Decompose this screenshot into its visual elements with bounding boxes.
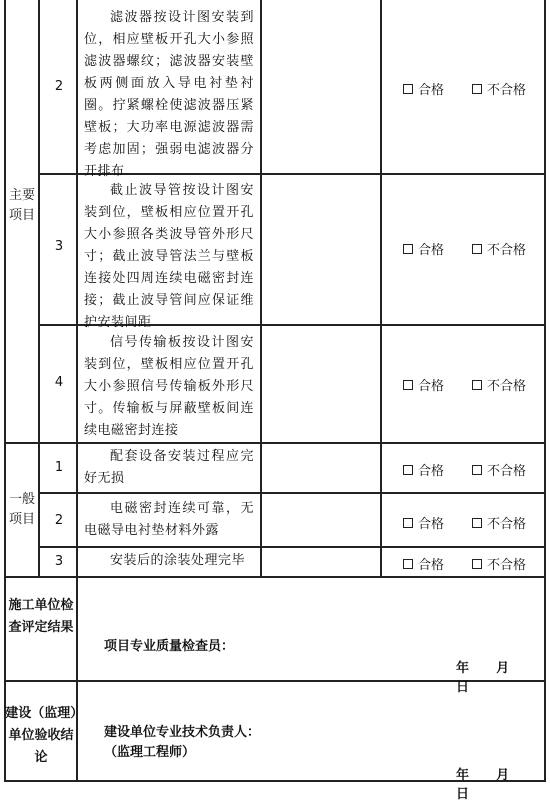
pass-label: 合格 xyxy=(418,243,445,258)
check-row-general-2 xyxy=(403,513,526,532)
main-items-category: 主要项目 xyxy=(8,188,35,223)
pass-label: 合格 xyxy=(418,517,445,532)
item-requirement: 安装后的涂装处理完毕 xyxy=(110,553,246,568)
fail-checkbox[interactable] xyxy=(472,84,482,94)
supervision-label: 建设（监理）单位验收结论 xyxy=(5,706,77,765)
item-number: 4 xyxy=(54,375,64,390)
pass-label: 合格 xyxy=(418,379,445,394)
supervision-date: 年 月 日 xyxy=(456,768,510,802)
check-row-general-3 xyxy=(403,554,526,573)
construction-label: 施工单位检查评定结果 xyxy=(8,598,74,635)
fail-checkbox[interactable] xyxy=(472,559,482,569)
construction-signer: 项目专业质量检查员： xyxy=(104,639,235,654)
fail-label: 不合格 xyxy=(487,517,527,532)
item-number: 3 xyxy=(54,554,64,569)
item-requirement: 截止波导管按设计图安装到位，壁板相应位置开孔大小参照各类波导管外形尺寸；截止波导管法兰与壁板连接处四周连续电磁密封连接；截止波导管间应保证维护安装间距 xyxy=(84,183,254,330)
fail-checkbox[interactable] xyxy=(472,380,482,390)
pass-checkbox[interactable] xyxy=(403,559,413,569)
check-row-general-1 xyxy=(403,460,526,479)
fail-checkbox[interactable] xyxy=(472,465,482,475)
item-number: 2 xyxy=(54,79,64,94)
check-row-main-3 xyxy=(403,239,526,258)
general-items-category: 一般项目 xyxy=(8,492,35,527)
fail-label: 不合格 xyxy=(487,464,527,479)
fail-label: 不合格 xyxy=(487,83,527,98)
supervision-signer-2: （监理工程师） xyxy=(104,745,196,760)
item-number: 3 xyxy=(54,239,64,254)
supervision-signer: 建设单位专业技术负责人： xyxy=(104,725,261,740)
item-number: 1 xyxy=(54,460,64,475)
pass-checkbox[interactable] xyxy=(403,380,413,390)
pass-label: 合格 xyxy=(418,558,445,573)
fail-label: 不合格 xyxy=(487,243,527,258)
pass-checkbox[interactable] xyxy=(403,518,413,528)
fail-label: 不合格 xyxy=(487,558,527,573)
item-number: 2 xyxy=(54,513,64,528)
pass-checkbox[interactable] xyxy=(403,244,413,254)
fail-checkbox[interactable] xyxy=(472,244,482,254)
inspection-table xyxy=(4,0,546,802)
pass-label: 合格 xyxy=(418,464,445,479)
check-row-main-2 xyxy=(403,79,526,98)
construction-date: 年 月 日 xyxy=(456,661,510,695)
item-requirement: 配套设备安装过程应完好无损 xyxy=(84,449,254,486)
pass-checkbox[interactable] xyxy=(403,465,413,475)
item-requirement: 滤波器按设计图安装到位，相应壁板开孔大小参照滤波器螺纹；滤波器安装壁板两侧面放入导电衬垫衬圈。拧紧螺栓使滤波器压紧壁板；大功率电源滤波器需考虑加固；强弱电滤波器分开排布 xyxy=(84,10,254,179)
fail-label: 不合格 xyxy=(487,379,527,394)
pass-label: 合格 xyxy=(418,83,445,98)
item-requirement: 信号传输板按设计图安装到位，壁板相应位置开孔大小参照信号传输板外形尺寸。传输板与屏蔽壁板间连续电磁密封连接 xyxy=(84,335,254,438)
fail-checkbox[interactable] xyxy=(472,518,482,528)
item-requirement: 电磁密封连续可靠，无电磁导电衬垫材料外露 xyxy=(84,501,254,538)
check-row-main-4 xyxy=(403,375,526,394)
pass-checkbox[interactable] xyxy=(403,84,413,94)
